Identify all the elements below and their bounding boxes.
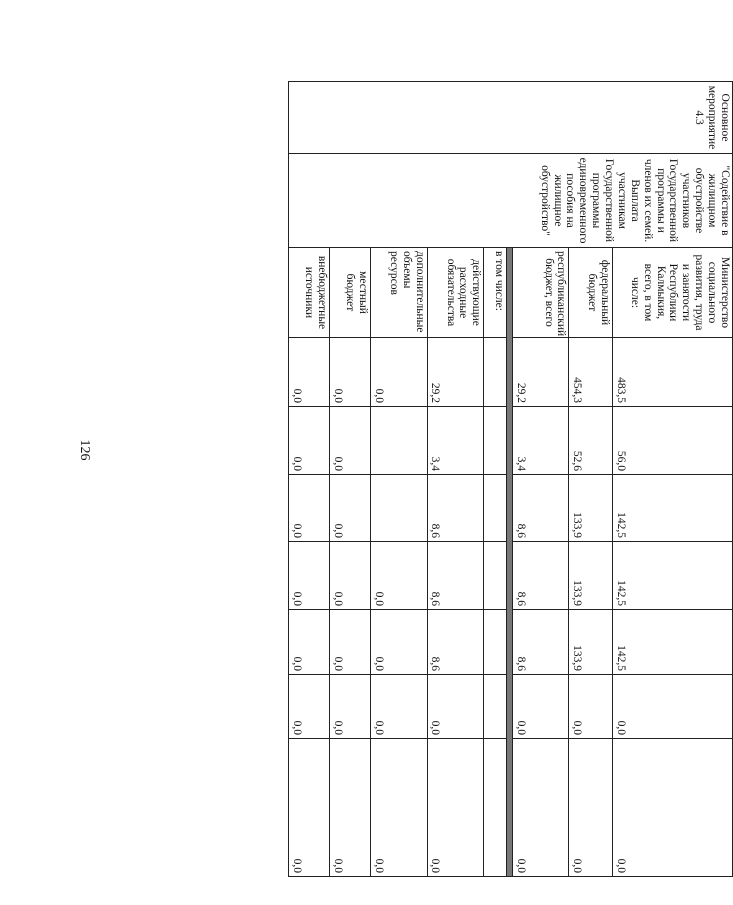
value-cell <box>483 474 506 541</box>
value-cell: 0,0 <box>288 541 329 609</box>
separator-cell <box>506 247 512 876</box>
value-cell: 483,5 <box>612 337 732 406</box>
value-cell: 8,6 <box>512 609 569 674</box>
activity-title-cell <box>288 81 732 153</box>
page-number: 126 <box>77 439 92 461</box>
value-cell: 0,0 <box>370 609 427 674</box>
value-cell: 0,0 <box>512 674 569 738</box>
value-cell: 8,6 <box>512 474 569 541</box>
budget-table <box>288 81 733 877</box>
value-cell: 0,0 <box>427 674 484 738</box>
value-cell: 0,0 <box>288 609 329 674</box>
value-cell: 29,2 <box>427 337 484 406</box>
value-cell: 133,9 <box>569 541 612 609</box>
value-cell: 142,5 <box>612 609 732 674</box>
row-label-cell: Министерство социального развития, труда и занятости Республики Калмыкия, всего, в том числе: <box>612 247 732 337</box>
value-cell: 3,4 <box>427 406 484 474</box>
value-cell: 0,0 <box>569 738 612 876</box>
activity-description-cell <box>288 153 732 247</box>
row-label-cell: внебюджетные источники <box>288 247 329 337</box>
value-cell <box>483 738 506 876</box>
value-cell: 0,0 <box>288 337 329 406</box>
value-cell <box>370 474 427 541</box>
value-cell: 0,0 <box>329 674 370 738</box>
value-cell: 52,6 <box>569 406 612 474</box>
value-cell <box>483 674 506 738</box>
value-cell: 142,5 <box>612 541 732 609</box>
value-cell: 0,0 <box>370 337 427 406</box>
value-cell <box>483 406 506 474</box>
value-cell: 0,0 <box>288 738 329 876</box>
value-cell: 3,4 <box>512 406 569 474</box>
value-cell <box>483 337 506 406</box>
row-label-cell: местный бюджет <box>329 247 370 337</box>
value-cell: 0,0 <box>329 738 370 876</box>
value-cell <box>370 406 427 474</box>
value-cell: 8,6 <box>427 474 484 541</box>
value-cell: 133,9 <box>569 609 612 674</box>
value-cell <box>483 609 506 674</box>
activity-title: Основное мероприятие 4.3 <box>692 85 731 149</box>
value-cell: 0,0 <box>329 474 370 541</box>
table-row <box>612 81 732 876</box>
value-cell: 8,6 <box>512 541 569 609</box>
activity-description: "Содействие в жилищном обустройстве участников Государственной программы и членов их семей. Выплата участникам Государственной программы единовременного пособия на жилищное обустройство" <box>538 157 731 243</box>
value-cell: 0,0 <box>329 541 370 609</box>
value-cell: 29,2 <box>512 337 569 406</box>
value-cell: 0,0 <box>370 738 427 876</box>
value-cell: 142,5 <box>612 474 732 541</box>
value-cell: 0,0 <box>569 674 612 738</box>
value-cell: 0,0 <box>329 406 370 474</box>
row-label-cell: федеральный бюджет <box>569 247 612 337</box>
row-label-cell: в том числе: <box>483 247 506 337</box>
value-cell: 0,0 <box>329 337 370 406</box>
row-label-cell: дополнительные объемы ресурсов <box>370 247 427 337</box>
value-cell: 0,0 <box>612 674 732 738</box>
row-label-cell: действующие расходные обязательства <box>427 247 484 337</box>
value-cell: 8,6 <box>427 609 484 674</box>
value-cell: 0,0 <box>370 541 427 609</box>
value-cell <box>483 541 506 609</box>
value-cell: 0,0 <box>612 738 732 876</box>
row-label-cell: республиканский бюджет, всего <box>512 247 569 337</box>
value-cell: 133,9 <box>569 474 612 541</box>
value-cell: 8,6 <box>427 541 484 609</box>
value-cell: 0,0 <box>370 674 427 738</box>
budget-table-rotated <box>288 81 733 876</box>
value-cell: 0,0 <box>329 609 370 674</box>
value-cell: 0,0 <box>288 406 329 474</box>
value-cell: 0,0 <box>427 738 484 876</box>
value-cell: 0,0 <box>288 674 329 738</box>
value-cell: 0,0 <box>288 474 329 541</box>
value-cell: 0,0 <box>512 738 569 876</box>
value-cell: 56,0 <box>612 406 732 474</box>
value-cell: 454,3 <box>569 337 612 406</box>
